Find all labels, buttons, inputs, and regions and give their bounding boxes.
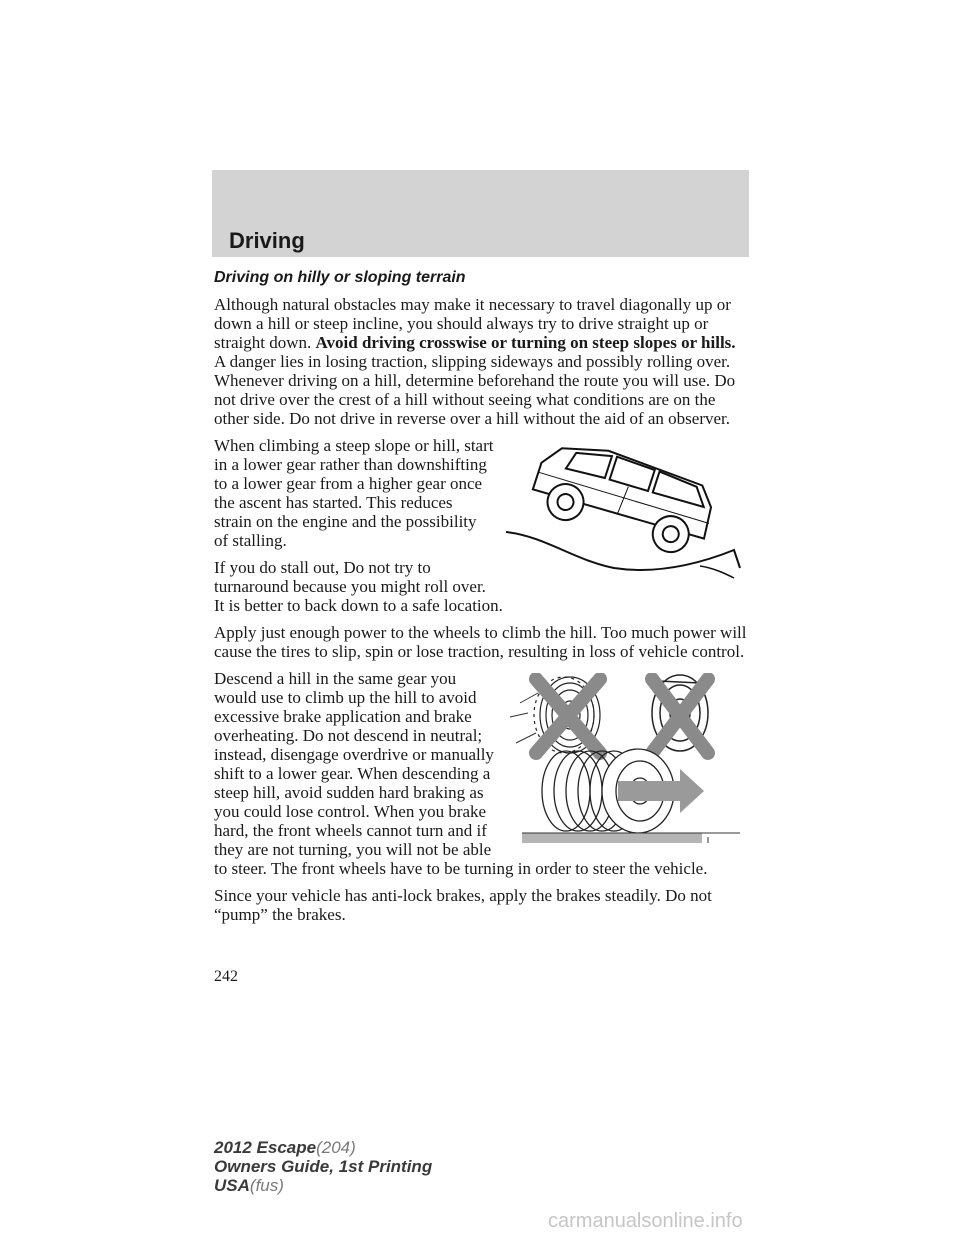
paragraph-stall: If you do stall out, Do not try to turnaround because you might roll over. It is better to back down to a safe location. [214,558,503,615]
section-title: Driving [229,228,305,253]
page-content [214,262,750,932]
paragraph-hill-driving: Although natural obstacles may make it necessary to travel diagonally up or down a hill or steep incline, you should always try to drive straight up or straight down. Avoid driving crosswise or turning on steep slopes or hills. A danger lies in losing traction, slipping sideways and possibly rolling over. Whenever driving on a hill, determine beforehand the route you will use. Do not drive over the crest of a hill without seeing what conditions are on the other side. Do not drive in reverse over a hill without the aid of an observer. [214,295,736,428]
footer-line-region: USA(fus) [214,1176,284,1195]
paragraph-power: Apply just enough power to the wheels to climb the hill. Too much power will cause the tires to slip, spin or lose traction, resulting in loss of vehicle control. [214,623,747,661]
warning-bold-text: Avoid driving crosswise or turning on steep slopes or hills. [315,333,736,352]
footer-line-guide: Owners Guide, 1st Printing [214,1157,433,1176]
document-footer [214,1138,432,1195]
suv-climbing-hill-illustration [504,440,750,580]
section-header-band [212,170,749,257]
paragraph-descend: Descend a hill in the same gear you would use to climb up the hill to avoid excessive brake application and brake overheating. Do not descend in neutral; instead, disengage overdrive or manually shift to a lower gear. When descending a steep hill, avoid sudden hard braking as you could lose control. When you brake hard, the front wheels cannot turn and if they are not turning, you will not be able to steer. The front wheels have to be turning in order to steer the vehicle. [214,669,708,878]
subsection-heading: Driving on hilly or sloping terrain [214,269,466,286]
page-number: 242 [214,968,238,985]
paragraph-climbing: When climbing a steep slope or hill, start in a lower gear rather than downshifting to a lower gear from a higher gear once the ascent has started. This reduces strain on the engine and the possibility of stalling. [214,436,494,550]
footer-line-model: 2012 Escape(204) [214,1138,356,1157]
wheel-traction-illustration [508,673,750,851]
watermark-text: carmanualsonline.info [548,1210,743,1232]
paragraph-antilock: Since your vehicle has anti-lock brakes, apply the brakes steadily. Do not “pump” the brakes. [214,886,712,924]
